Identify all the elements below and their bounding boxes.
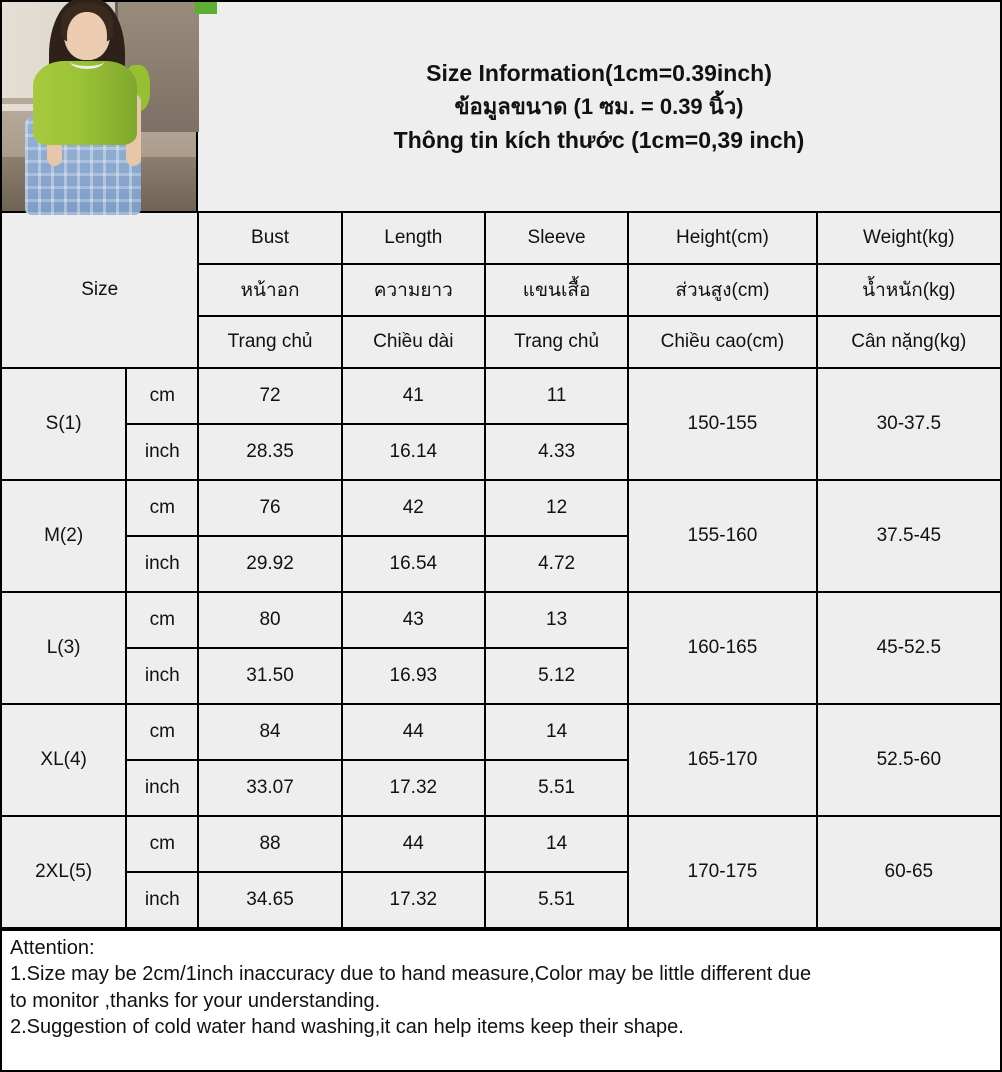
cell-length-cm: 42: [342, 480, 485, 536]
cell-length-cm: 41: [342, 368, 485, 424]
cell-bust-cm: 88: [198, 816, 341, 872]
cell-height: 170-175: [628, 816, 816, 928]
cell-sleeve-cm: 14: [485, 704, 628, 760]
cell-length-cm: 44: [342, 704, 485, 760]
row-unit-inch: inch: [126, 536, 198, 592]
header-length-vi: Chiều dài: [342, 316, 485, 368]
header-sleeve-th: แขนเสื้อ: [485, 264, 628, 316]
row-unit-inch: inch: [126, 872, 198, 928]
row-unit-cm: cm: [126, 704, 198, 760]
cell-sleeve-cm: 11: [485, 368, 628, 424]
cell-length-cm: 43: [342, 592, 485, 648]
cell-sleeve-inch: 4.33: [485, 424, 628, 480]
row-unit-cm: cm: [126, 368, 198, 424]
header-height-th: ส่วนสูง(cm): [628, 264, 816, 316]
table-header-row-en: [1, 212, 1001, 264]
header-length-en: Length: [342, 212, 485, 264]
model-face: [67, 12, 107, 60]
attention-heading: Attention:: [10, 937, 95, 959]
cell-bust-cm: 76: [198, 480, 341, 536]
attention-line-2: to monitor ,thanks for your understanding.: [10, 989, 381, 1012]
green-corner-marker: [195, 2, 217, 14]
cell-length-inch: 16.93: [342, 648, 485, 704]
row-unit-cm: cm: [126, 592, 198, 648]
row-size-label: 2XL(5): [1, 816, 126, 928]
header-sleeve-en: Sleeve: [485, 212, 628, 264]
row-size-label: M(2): [1, 480, 126, 592]
size-header-cell: Size: [1, 212, 198, 368]
cell-bust-cm: 84: [198, 704, 341, 760]
header-height-en: Height(cm): [628, 212, 816, 264]
cell-sleeve-inch: 4.72: [485, 536, 628, 592]
header-bust-en: Bust: [198, 212, 341, 264]
title-vietnamese: Thông tin kích thước (1cm=0,39 inch): [393, 127, 805, 153]
cell-height: 165-170: [628, 704, 816, 816]
header-height-vi: Chiều cao(cm): [628, 316, 816, 368]
cell-bust-inch: 28.35: [198, 424, 341, 480]
cell-length-inch: 16.54: [342, 536, 485, 592]
row-size-label: S(1): [1, 368, 126, 480]
cell-length-inch: 16.14: [342, 424, 485, 480]
table-row: [1, 480, 1001, 536]
attention-block: [0, 929, 1002, 1072]
cell-bust-cm: 80: [198, 592, 341, 648]
cell-height: 155-160: [628, 480, 816, 592]
product-photo: [2, 2, 198, 211]
model-green-top: [33, 61, 137, 145]
cell-length-inch: 17.32: [342, 760, 485, 816]
row-unit-inch: inch: [126, 424, 198, 480]
cell-weight: 37.5-45: [817, 480, 1001, 592]
cell-height: 150-155: [628, 368, 816, 480]
size-table: [0, 211, 1002, 929]
attention-line-1: 1.Size may be 2cm/1inch inaccuracy due to hand measure,Color may be little different due: [10, 963, 812, 986]
cell-sleeve-cm: 13: [485, 592, 628, 648]
header-sleeve-vi: Trang chủ: [485, 316, 628, 368]
cell-sleeve-inch: 5.51: [485, 760, 628, 816]
product-photo-image: [2, 2, 196, 211]
header-weight-th: น้ำหนัก(kg): [817, 264, 1001, 316]
cell-sleeve-cm: 14: [485, 816, 628, 872]
cell-weight: 45-52.5: [817, 592, 1001, 704]
title-thai: ข้อมูลขนาด (1 ซม. = 0.39 นิ้ว): [454, 94, 744, 119]
cell-bust-inch: 34.65: [198, 872, 341, 928]
cell-sleeve-cm: 12: [485, 480, 628, 536]
row-size-label: L(3): [1, 592, 126, 704]
model-necklace: [70, 54, 104, 69]
table-row: [1, 592, 1001, 648]
cell-height: 160-165: [628, 592, 816, 704]
cell-weight: 60-65: [817, 816, 1001, 928]
row-size-label: XL(4): [1, 704, 126, 816]
row-unit-inch: inch: [126, 648, 198, 704]
cell-bust-inch: 29.92: [198, 536, 341, 592]
header-length-th: ความยาว: [342, 264, 485, 316]
header: [0, 0, 1002, 211]
table-row: [1, 816, 1001, 872]
cell-bust-inch: 31.50: [198, 648, 341, 704]
cell-length-inch: 17.32: [342, 872, 485, 928]
title-english: Size Information(1cm=0.39inch): [426, 59, 772, 86]
attention-line-3: 2.Suggestion of cold water hand washing,it can help items keep their shape.: [10, 1016, 684, 1039]
row-unit-cm: cm: [126, 480, 198, 536]
title-block: [198, 2, 1000, 211]
table-row: [1, 704, 1001, 760]
table-row: [1, 368, 1001, 424]
cell-weight: 30-37.5: [817, 368, 1001, 480]
header-bust-th: หน้าอก: [198, 264, 341, 316]
cell-weight: 52.5-60: [817, 704, 1001, 816]
header-bust-vi: Trang chủ: [198, 316, 341, 368]
cell-bust-inch: 33.07: [198, 760, 341, 816]
row-unit-cm: cm: [126, 816, 198, 872]
header-weight-en: Weight(kg): [817, 212, 1001, 264]
cell-sleeve-inch: 5.12: [485, 648, 628, 704]
cell-length-cm: 44: [342, 816, 485, 872]
cell-sleeve-inch: 5.51: [485, 872, 628, 928]
row-unit-inch: inch: [126, 760, 198, 816]
cell-bust-cm: 72: [198, 368, 341, 424]
header-weight-vi: Cân nặng(kg): [817, 316, 1001, 368]
